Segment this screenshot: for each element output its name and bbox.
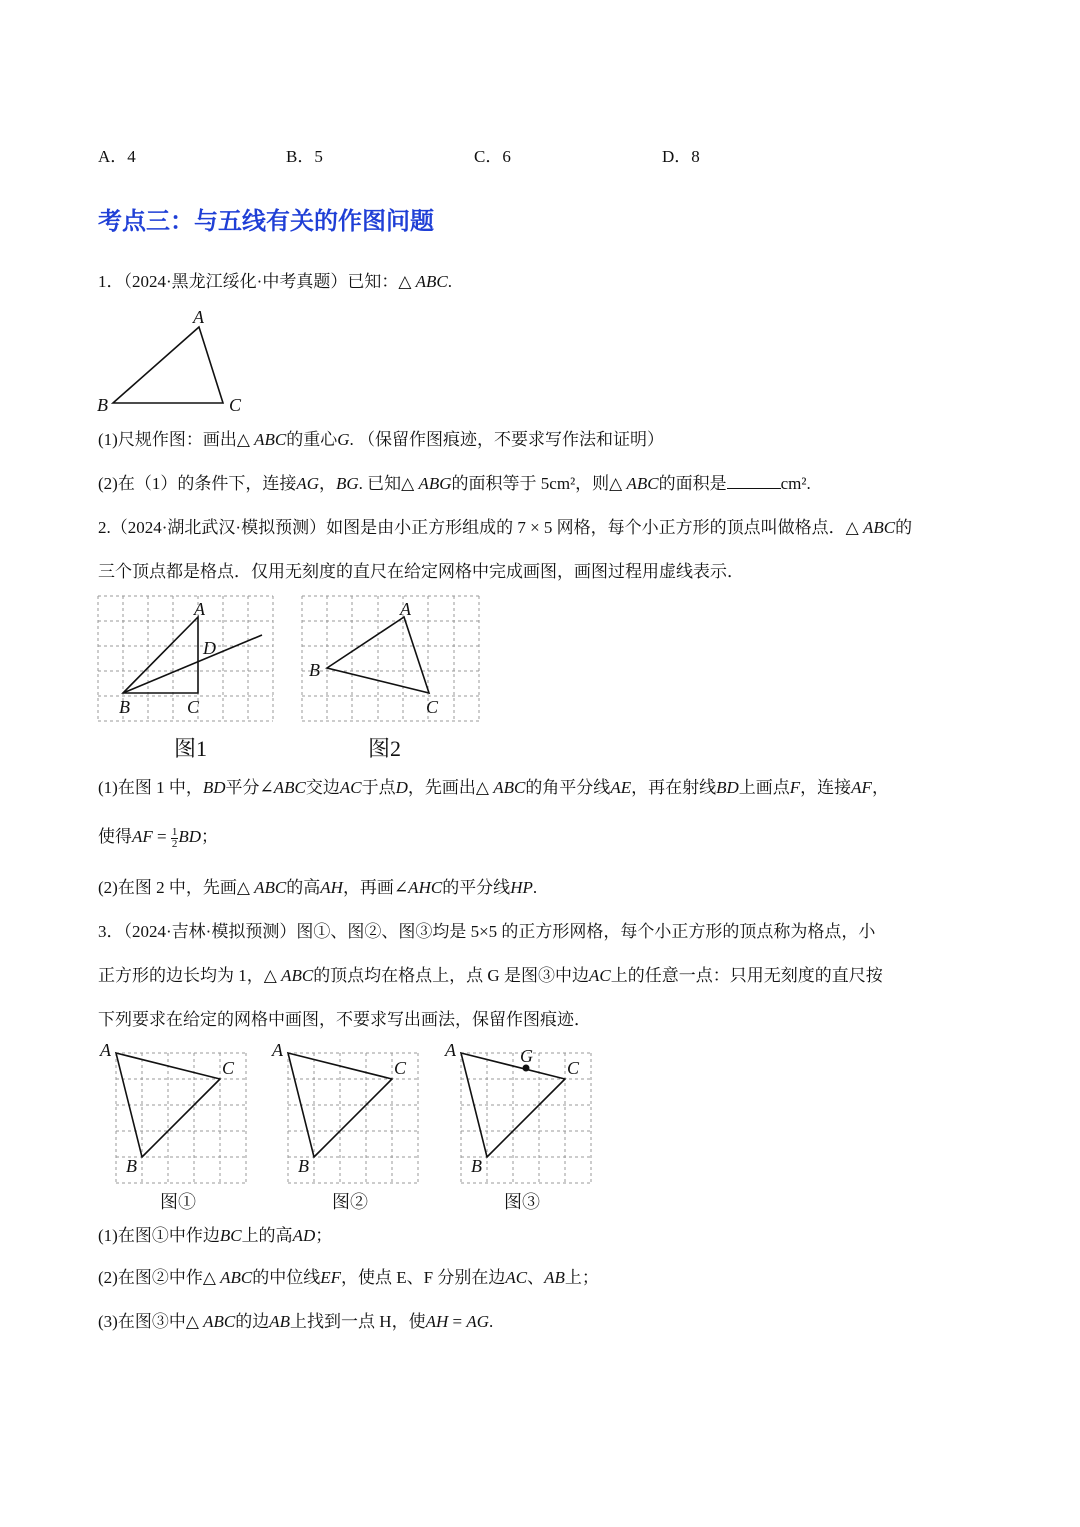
fig-circled2-label-c: C	[394, 1058, 407, 1078]
q3-stem-line1: 3．（2024·吉林·模拟预测）图①、图②、图③均是 5×5 的正方形网格，每个小正方形的顶点称为格点，小	[98, 922, 876, 941]
q2-part1: (1)在图 1 中，BD平分∠ABC交边AC于点D，先画出△ ABC的角平分线AE，再在射线BD上画点F，连接AF，	[98, 778, 889, 797]
q3-figure-1	[96, 1040, 248, 1185]
fig2-caption: 图2	[368, 736, 402, 761]
q1-stem: 1．（2024·黑龙江绥化·中考真题）已知：△ ABC.	[98, 272, 453, 291]
q2-stem-line1: 2.（2024·湖北武汉·模拟预测）如图是由小正方形组成的 7 × 5 网格，每个小正方形的顶点叫做格点．△ ABC的	[98, 518, 913, 537]
q3-caption-3: 图③	[504, 1192, 540, 1212]
fig1-label-a: A	[194, 599, 205, 619]
q2-figure-1	[96, 592, 276, 722]
q2-stem-line2: 三个顶点都是格点．仅用无刻度的直尺在给定网格中完成画图，画图过程用虚线表示．	[98, 562, 744, 581]
fig1-label-c: C	[187, 697, 200, 717]
q3-part2: (2)在图②中作△ ABC的中位线EF，使点 E、F 分别在边AC、AB上；	[98, 1268, 599, 1287]
q2-part1-condition: 使得AF = $\frac{1}{2}$ BD；	[98, 825, 219, 850]
option-c: C．6	[474, 147, 511, 166]
fig-circled1-label-c: C	[222, 1058, 235, 1078]
option-b: B．5	[286, 147, 323, 166]
fig2-label-c: C	[426, 697, 439, 717]
fig-circled3-label-g: G	[520, 1046, 533, 1066]
q2-part2: (2)在图 2 中，先画△ ABC的高AH，再画∠AHC的平分线HP.	[98, 878, 538, 897]
q3-part3: (3)在图③中△ ABC的边AB上找到一点 H，使AH = AG.	[98, 1312, 494, 1331]
q3-figure-2	[268, 1040, 420, 1185]
q1-label-a: A	[193, 307, 204, 327]
fig2-label-b: B	[309, 660, 320, 680]
fig1-label-b: B	[119, 697, 130, 717]
fig-circled3-label-c: C	[567, 1058, 580, 1078]
q3-figure-3	[441, 1040, 593, 1185]
fig-circled1-label-b: B	[126, 1156, 137, 1176]
q1-label-b: B	[97, 395, 108, 415]
q3-caption-1: 图①	[160, 1192, 196, 1212]
fig-circled3-label-b: B	[471, 1156, 482, 1176]
q2-figure-2	[300, 592, 482, 722]
fig1-label-d: D	[203, 638, 216, 658]
q3-part1: (1)在图①中作边BC上的高AD；	[98, 1226, 333, 1245]
section-heading: 考点三：与五线有关的作图问题	[98, 207, 434, 235]
fig-circled3-label-a: A	[445, 1040, 456, 1060]
fig2-label-a: A	[400, 599, 411, 619]
q3-stem-line2: 正方形的边长均为 1，△ ABC的顶点均在格点上，点 G 是图③中边AC上的任意一点：只用无刻度的直尺按	[98, 966, 883, 985]
q3-caption-2: 图②	[332, 1192, 368, 1212]
q1-part1: (1)尺规作图：画出△ ABC的重心G. （保留作图痕迹，不要求写作法和证明）	[98, 430, 665, 449]
q1-triangle-figure	[95, 305, 255, 415]
option-d: D．8	[662, 147, 700, 166]
fig-circled1-label-a: A	[100, 1040, 111, 1060]
q1-label-c: C	[229, 395, 242, 415]
option-a: A．4	[98, 147, 136, 166]
q3-stem-line3: 下列要求在给定的网格中画图，不要求写出画法，保留作图痕迹．	[98, 1010, 591, 1029]
q1-part2: (2)在（1）的条件下，连接AG，BG. 已知△ ABG的面积等于 5cm²，则△ ABC的面积是 cm².	[98, 474, 811, 493]
fig1-caption: 图1	[174, 736, 208, 761]
fig-circled2-label-a: A	[272, 1040, 283, 1060]
fraction-half: $\frac{1}{2}$	[171, 825, 178, 850]
answer-blank[interactable]	[727, 472, 781, 489]
fig-circled2-label-b: B	[298, 1156, 309, 1176]
